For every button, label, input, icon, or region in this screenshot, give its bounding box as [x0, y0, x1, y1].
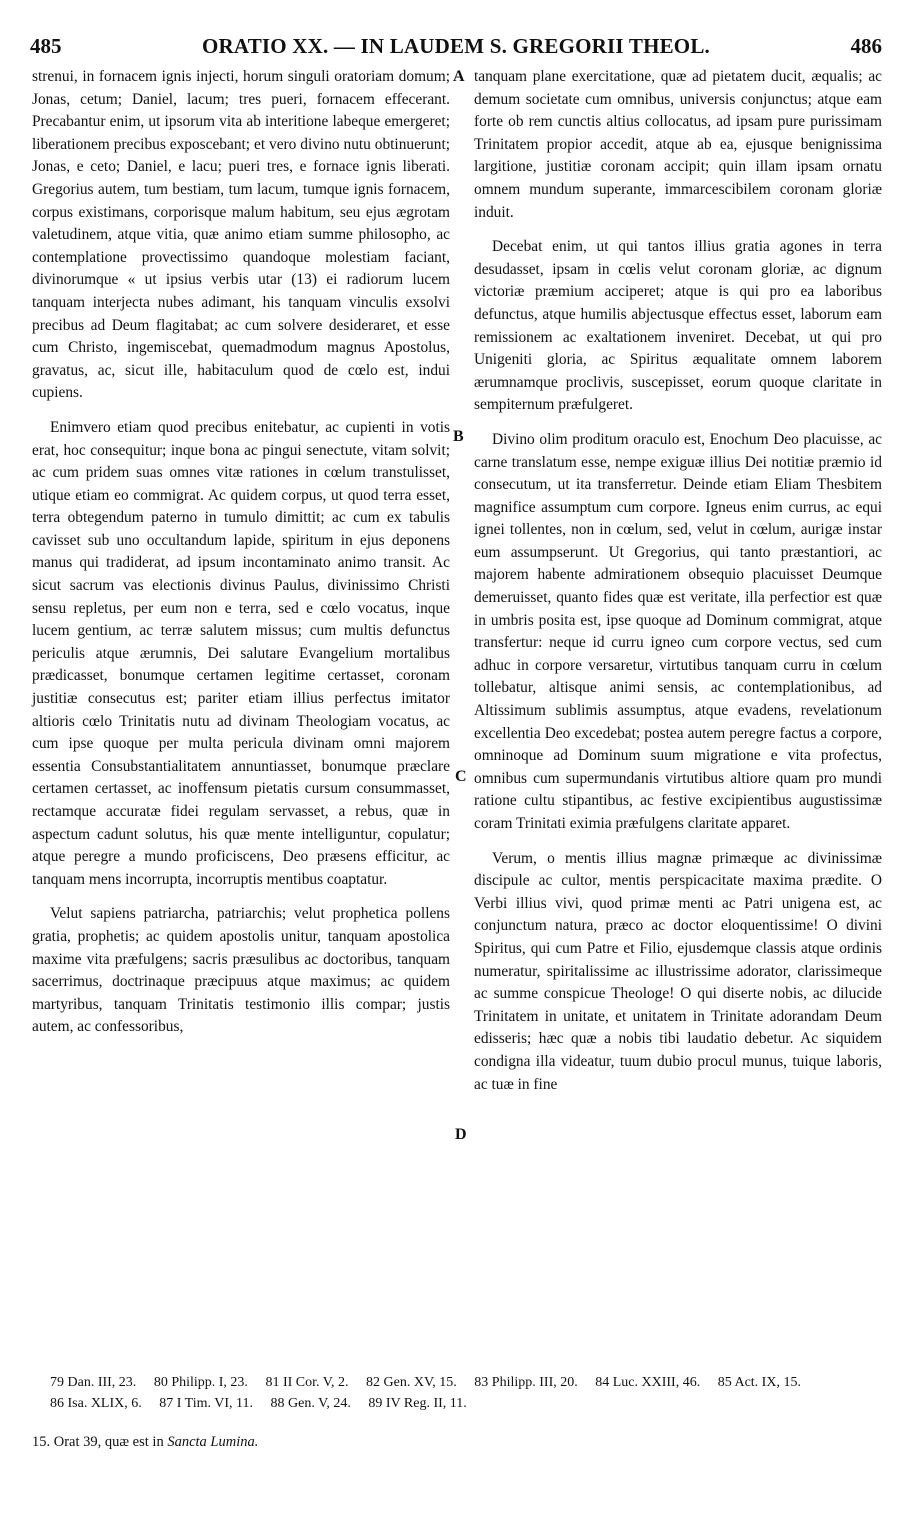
footnote: 86 Isa. XLIX, 6.	[50, 1396, 142, 1411]
page-number-right: 486	[850, 34, 882, 58]
footnote: 81 II Cor. V, 2.	[265, 1375, 349, 1390]
footnote: 85 Act. IX, 15.	[717, 1375, 801, 1390]
paragraph: tanquam plane exercitatione, quæ ad pietatem ducit, æqualis; ac demum societate cum omnibus, universis conjunctus; atque eam forte ob rem cunctis altius collocatus, ad ipsam pure purissimam Trinitatem propior accedit, atque ab ea, ejusque benignissima largitione, justitiæ coronam accipit; quin illam ipsam ornatu omnem mundum superante, immarcescibilem coronam gloriæ induit.	[474, 68, 882, 221]
paragraph: Verum, o mentis illius magnæ primæque ac divinissimæ discipule ac cultor, mentis perspicacitate maxima prædite. O Verbi illius vivi, quod primæ menti ac Patri unigena est, ac conjunctum natura, præco ac doctor eloquentissime! O divini Spiritus, qui cum Patre et Filio, ejusdemque classis atque ordinis numeratur, spiritalissime ac illustrissime adorator, clarissimeque ac summe conspicue Theologe! O qui diserte nobis, ac dilucide Trinitatem in unitate, et unitatem in Trinitate adorandam Deum edisseris; hæc quæ a nobis tibi laudatio debetur. Ac siquidem condigna illa videatur, tuum dubio procul munus, tuique laboris, ac tuæ in fine	[474, 849, 882, 1093]
critical-note-italic: Sancta Lumina.	[167, 1434, 259, 1450]
running-title: ORATIO XX. — IN LAUDEM S. GREGORII THEOL.	[202, 34, 710, 58]
margin-marker-a: A	[453, 68, 465, 85]
footnote: 87 I Tim. VI, 11.	[159, 1396, 254, 1411]
paragraph: Enimvero etiam quod precibus enitebatur, ac cupienti in votis erat, hoc consequitur; inque bona ac pingui senectute, vitam solvit; ac cum pridem suas omnes vitæ rationes in cœlum transtulisset, utique etiam eo commigrat. Ac quidem corpus, ut quod terra esset, terra obtegendum paterno in tumulo dimittit; ac cum ex tabulis cavisset sub uno occultandum lapide, spiritum in ejus deponens manus qui tradiderat, ad ipsum incontaminato animo transit. Ac sicut sacrum vas electionis divinus Paulus, divinissimo Christi sensu repletus, per eum non e terra, sed e cœlo vocatus, inque lucem gentium, ac terræ salutem missus; cum multis defunctus periculis atque ærumnis, Dei salutare Evangelium mortalibus prædicasset, bonumque certamen legitime certasset, coronam justitiæ consecutus est; pariter etiam illius perfectus imitator altioris cœlo Trinitatis nutu ad divinam Theologiam vocatus, ac cum ipse quoque per multa pericula divinam omni majorem essentia Consubstantialitatem annuntiasset, bonumque præclare certamen certasset, ac inoffensum pietatis cursum consummasset, rectamque accuratæ fidei regulam servasset, a rebus, quæ in aspectum cadunt solutus, his quæ mente intelliguntur, copulatur; atque peregre a mundo proficiscens, Deo præsens efficitur, ac tanquam mens incorrupta, incorruptis mentibus coaptatur.	[32, 418, 450, 888]
footnote: 83 Philipp. III, 20.	[474, 1375, 578, 1390]
right-column	[474, 66, 882, 1108]
paragraph: Decebat enim, ut qui tantos illius gratia agones in terra desudasset, ipsam in cœlis velut coronam gloriæ, ac dignum victoriæ præmium acciperet; atque is qui pro ea laboribus defunctus, atque humilis abjectusque effectus esset, laborum eam remissionem ac exaltationem inveniret. Decebat, ut qui pro Unigeniti gloria, ac Spiritus æqualitate omnem laborem ærumnamque proclivis, suscepisset, eorum quoque claritate in sempiternum præfulgeret.	[474, 238, 882, 414]
footnote: 84 Luc. XXIII, 46.	[595, 1375, 701, 1390]
left-column	[32, 66, 450, 1051]
footnote: 80 Philipp. I, 23.	[153, 1375, 248, 1390]
critical-note-text: 15. Orat 39, quæ est in	[32, 1434, 168, 1450]
margin-marker-b: B	[453, 428, 464, 445]
footnote: 82 Gen. XV, 15.	[366, 1375, 457, 1390]
paragraph: strenui, in fornacem ignis injecti, horum singuli oratoriam domum; Jonas, cetum; Daniel, lacum; tres pueri, fornacem effecerant. Precabantur enim, ut ipsorum vita ab interitione labeque emergeret; liberationem precibus exposcebant; et vero divino nutu obtinuerunt; Jonas, e ceto; Daniel, e lacu; pueri tres, e fornace ignis liberati. Gregorius autem, tum bestiam, tum lacum, tumque ignis fornacem, corpus existimans, corporisque malum habitum, seu ejus ægrotam valetudinem, atque vitia, quæ animo etiam summe philosopho, ac contemplatione provectissimo quandoque molestiam faciant, divinorumque « ut ipsius verbis utar (13) ei radiorum lucem tanquam interjecta nubes adimant, his tanquam vinculis exsolvi precibus ad Deum flagitabat; ac cum solvere desideraret, et esse cum Christo, ingemiscebat, quemadmodum magnus Apostolus, gravatus, ac, sicut ille, habitaculum quod de cœlo est, indui cupiens.	[32, 68, 450, 402]
margin-marker-c: C	[455, 768, 467, 785]
footnotes	[50, 1372, 882, 1414]
paragraph: Velut sapiens patriarcha, patriarchis; velut prophetica pollens gratia, prophetis; ac quidem apostolis unitur, tanquam apostolica maxime vita præfulgens; sacris præsulibus ac doctoribus, tanquam sacerrimus, doctrinaque præcipuus atque maximus; ac quidem martyribus, tanquam Trinitatis testimonio illis compar; justis autem, ac confessoribus,	[32, 905, 450, 1036]
footnote: 88 Gen. V, 24.	[270, 1396, 351, 1411]
footnote: 79 Dan. III, 23.	[50, 1375, 137, 1390]
margin-marker-d: D	[455, 1126, 467, 1143]
page-number-left: 485	[30, 34, 62, 58]
running-header	[30, 34, 882, 64]
footnote: 89 IV Reg. II, 11.	[368, 1396, 467, 1411]
critical-note	[32, 1434, 258, 1451]
paragraph: Divino olim proditum oraculo est, Enochum Deo placuisse, ac carne translatum esse, nempe exiguæ illius Dei notitiæ præmio id consecutum, ut ita transferretur. Deinde etiam Eliam Thesbitem magnifice assumptum cum corpore. Igneus enim currus, ac equi ignei tollentes, non in cœlum, sed, velut in cœlum, aurigæ instar eum assumpserunt. Ut Gregorius, qui tanto præstantiori, ac majorem habente admirationem obsequio placuisset Deumque demeruisset, quanto fides quæ est veritate, illa perfectior est quæ in umbris posita est, ipse quoque ad Dominum commigrat, atque transfertur: neque id curru igneo cum corpore vectus, sed cum adhuc in corpore versaretur, virtutibus tanquam curru in cœlum tollebatur, altisque animi sensis, ac contemplationibus, ad Altissimum sublimis assumptus, atque evadens, revelationum excellentia Deo excedebat; postea autem peregre factus a corpore, omninoque ad Dominum suum migratione e vita profectus, omnibus cum supermundanis virtutibus altiore quam pro mundi ratione cultu stipantibus, ac festive excipientibus augustissimæ coram Trinitati eximia præfulgens claritate apparet.	[474, 430, 882, 832]
